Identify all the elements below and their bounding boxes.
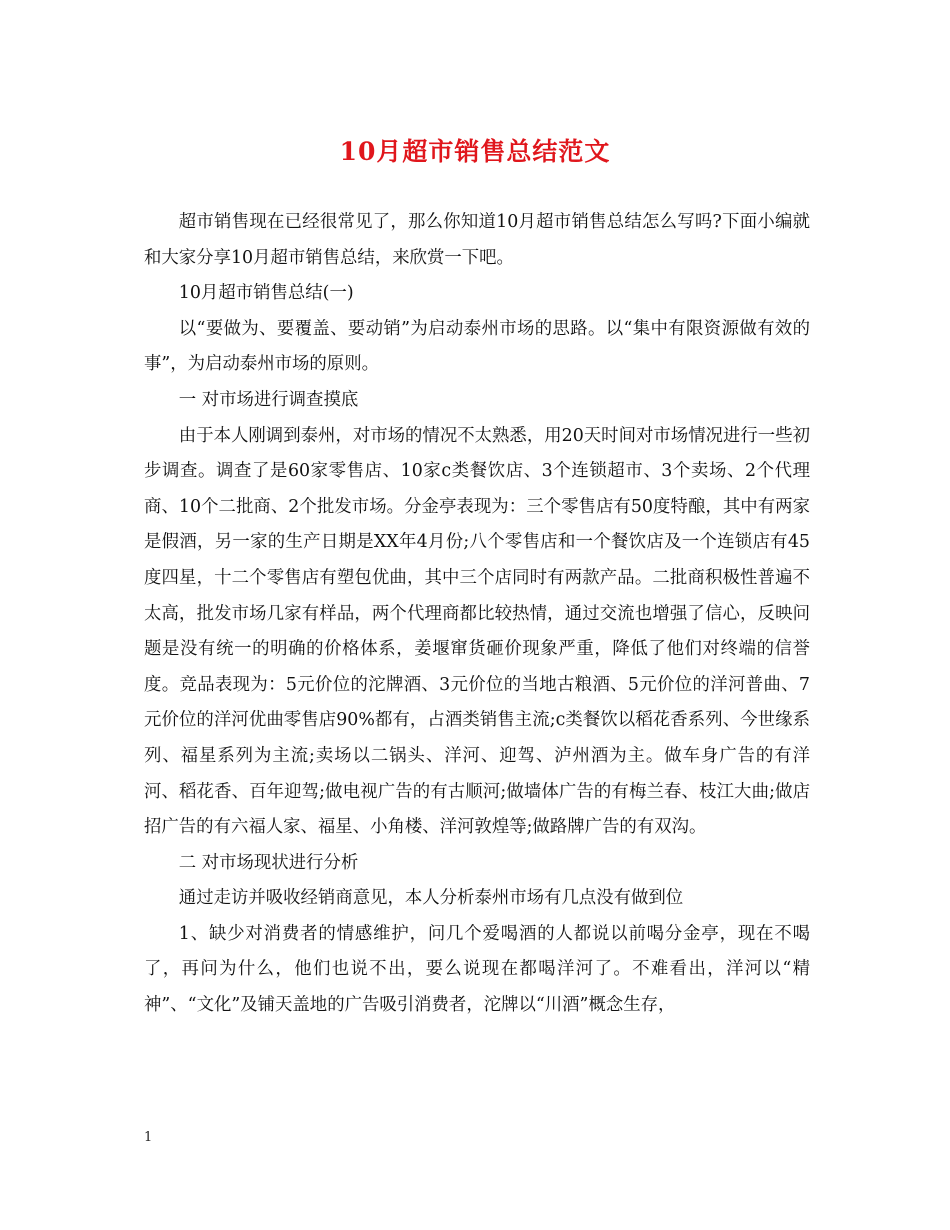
paragraph-survey-details: 由于本人刚调到泰州，对市场的情况不太熟悉，用20天时间对市场情况进行一些初步调查。调查了是60家零售店、10家c类餐饮店、3个连锁超市、3个卖场、2个代理商、10个二批商、2个批发市场。分金亭表现为：三个零售店有50度特酿，其中有两家是假酒，另一家的生产日期是XX年4月份;八个零售店和一个餐饮店及一个连锁店有45度四星，十二个零售店有塑包优曲，其中三个店同时有两款产品。二批商积极性普遍不太高，批发市场几家有样品，两个代理商都比较热情，通过交流也增强了信心，反映问题是没有统一的明确的价格体系，姜堰窜货砸价现象严重，降低了他们对终端的信誉度。竞品表现为：5元价位的沱牌酒、3元价位的当地古粮酒、5元价位的洋河普曲、7元价位的洋河优曲零售店90%都有，占酒类销售主流;c类餐饮以稻花香系列、今世缘系列、福星系列为主流;卖场以二锅头、洋河、迎驾、泸州酒为主。做车身广告的有洋河、稻花香、百年迎驾;做电视广告的有古顺河;做墙体广告的有梅兰春、枝江大曲;做店招广告的有六福人家、福星、小角楼、洋河敦煌等;做路牌广告的有双沟。 (144, 425, 810, 838)
paragraph-strategy: 以“要做为、要覆盖、要动销”为启动泰州市场的思路。以“集中有限资源做有效的事”，为启动泰州市场的原则。 (144, 318, 810, 375)
document-title: 10月超市销售总结范文 (339, 137, 611, 166)
paragraph-analysis-intro: 通过走访并吸收经销商意见，本人分析泰州市场有几点没有做到位 (178, 888, 684, 909)
paragraph-intro: 超市销售现在已经很常见了，那么你知道10月超市销售总结怎么写吗?下面小编就和大家分享10月超市销售总结，来欣赏一下吧。 (144, 212, 810, 268)
section-heading-summary-1: 10月超市销售总结(一) (178, 283, 354, 304)
document-body (144, 205, 810, 1024)
section-heading-market-survey: 一 对市场进行调查摸底 (178, 389, 359, 410)
section-heading-market-analysis: 二 对市场现状进行分析 (178, 852, 359, 873)
page-number: 1 (144, 1130, 153, 1145)
paragraph-point-1: 1、缺少对消费者的情感维护，问几个爱喝酒的人都说以前喝分金亭，现在不喝了，再问为什么，他们也说不出，要么说现在都喝洋河了。不难看出，洋河以“精神”、“文化”及铺天盖地的广告吸引消费者，沱牌以“川酒”概念生存， (144, 923, 810, 1016)
